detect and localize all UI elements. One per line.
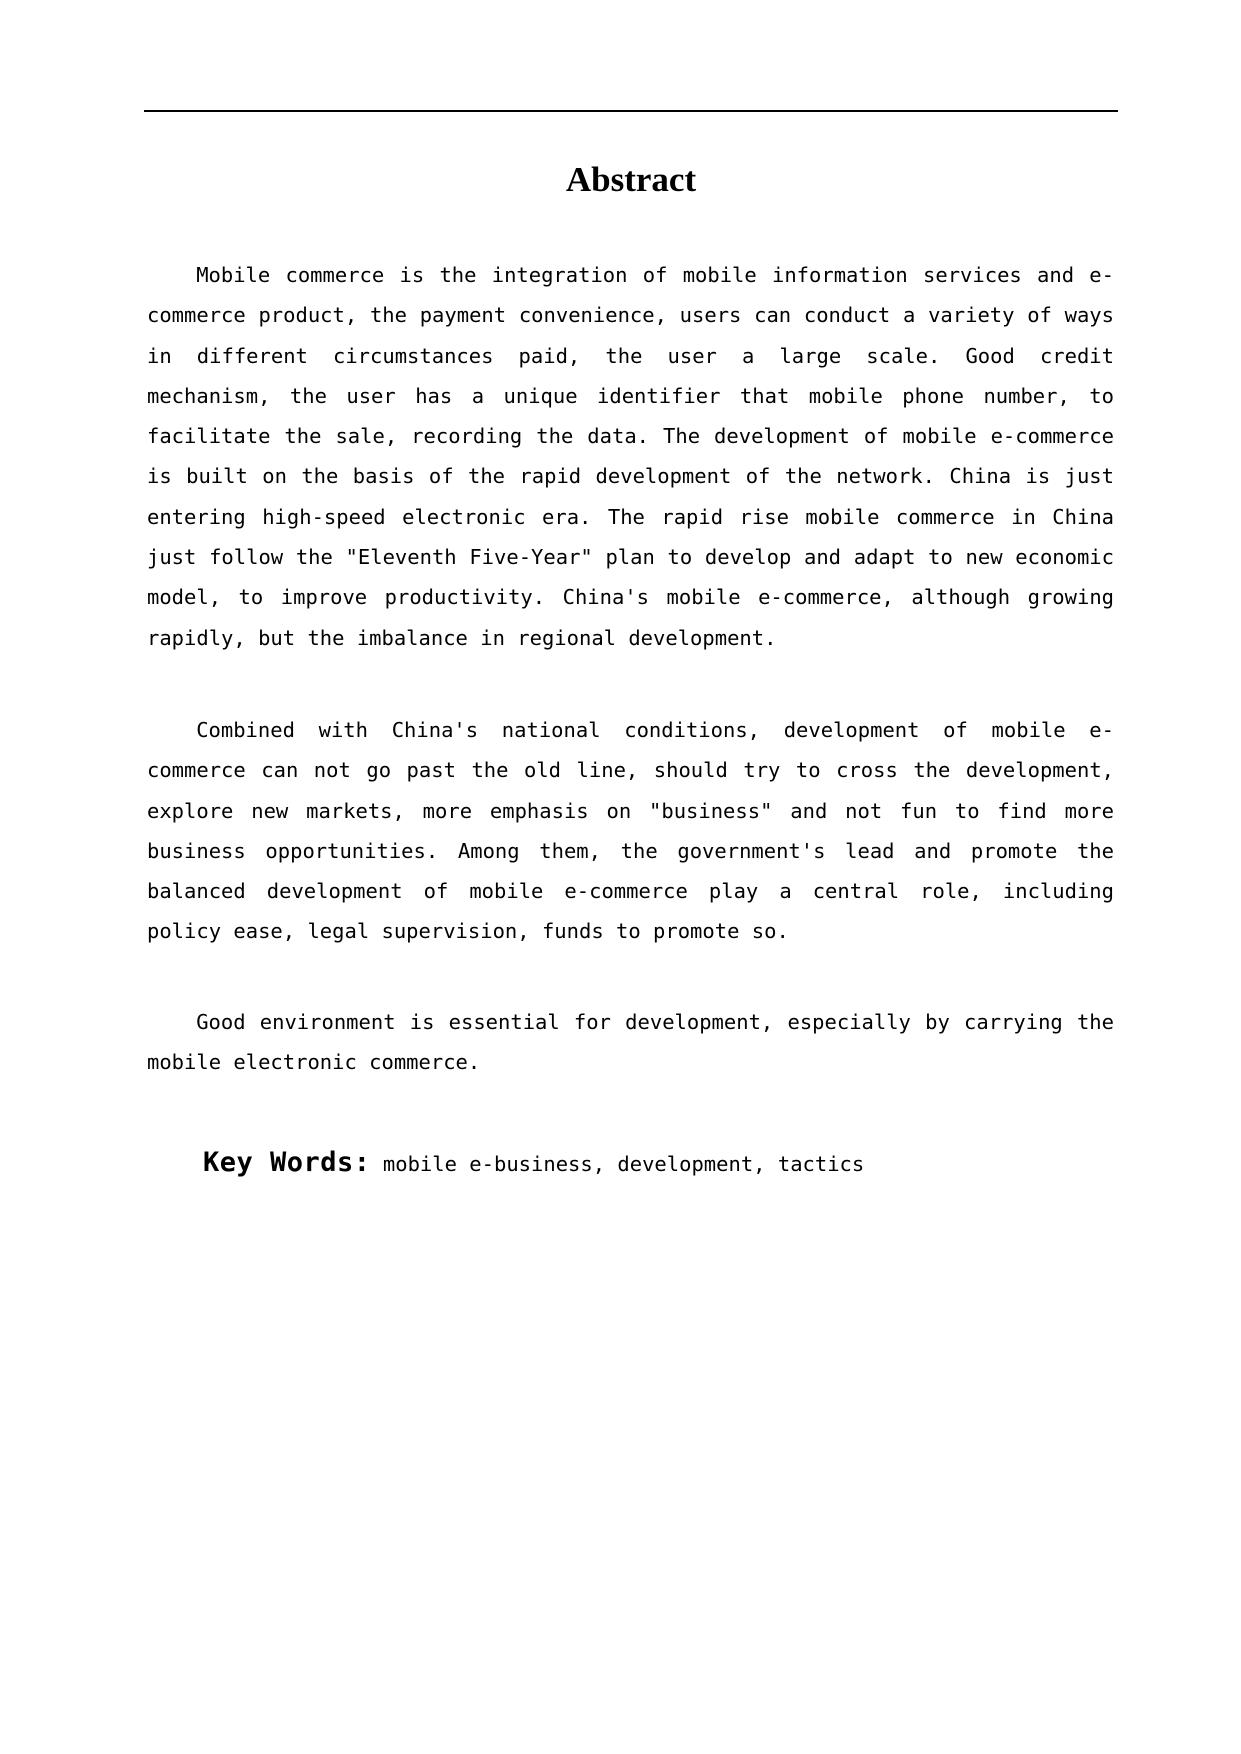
keywords-value: mobile e-business, development, tactics	[370, 1152, 865, 1176]
header-rule	[144, 110, 1118, 112]
abstract-paragraph-3: Good environment is essential for development, especially by carrying the mobile electronic commerce.	[147, 1010, 1114, 1075]
abstract-paragraph-2: Combined with China's national conditions, development of mobile e-commerce can not go past the old line, should try to cross the development, explore new markets, more emphasis on "business" and not fun to find more business opportunities. Among them, the government's lead and promote the balanced development of mobile e-commerce play a central role, including policy ease, legal supervision, funds to promote so.	[147, 718, 1114, 944]
keywords-line	[203, 1143, 1103, 1184]
abstract-title: Abstract	[565, 160, 697, 199]
abstract-paragraph-1: Mobile commerce is the integration of mobile information services and e-commerce product, the payment convenience, users can conduct a variety of ways in different circumstances paid, the user a large scale. Good credit mechanism, the user has a unique identifier that mobile phone number, to facilitate the sale, recording the data. The development of mobile e-commerce is built on the basis of the rapid development of the network. China is just entering high-speed electronic era. The rapid rise mobile commerce in China just follow the "Eleventh Five-Year" plan to develop and adapt to new economic model, to improve productivity. China's mobile e-commerce, although growing rapidly, but the imbalance in regional development.	[147, 263, 1114, 650]
keywords-label: Key Words:	[203, 1147, 371, 1178]
